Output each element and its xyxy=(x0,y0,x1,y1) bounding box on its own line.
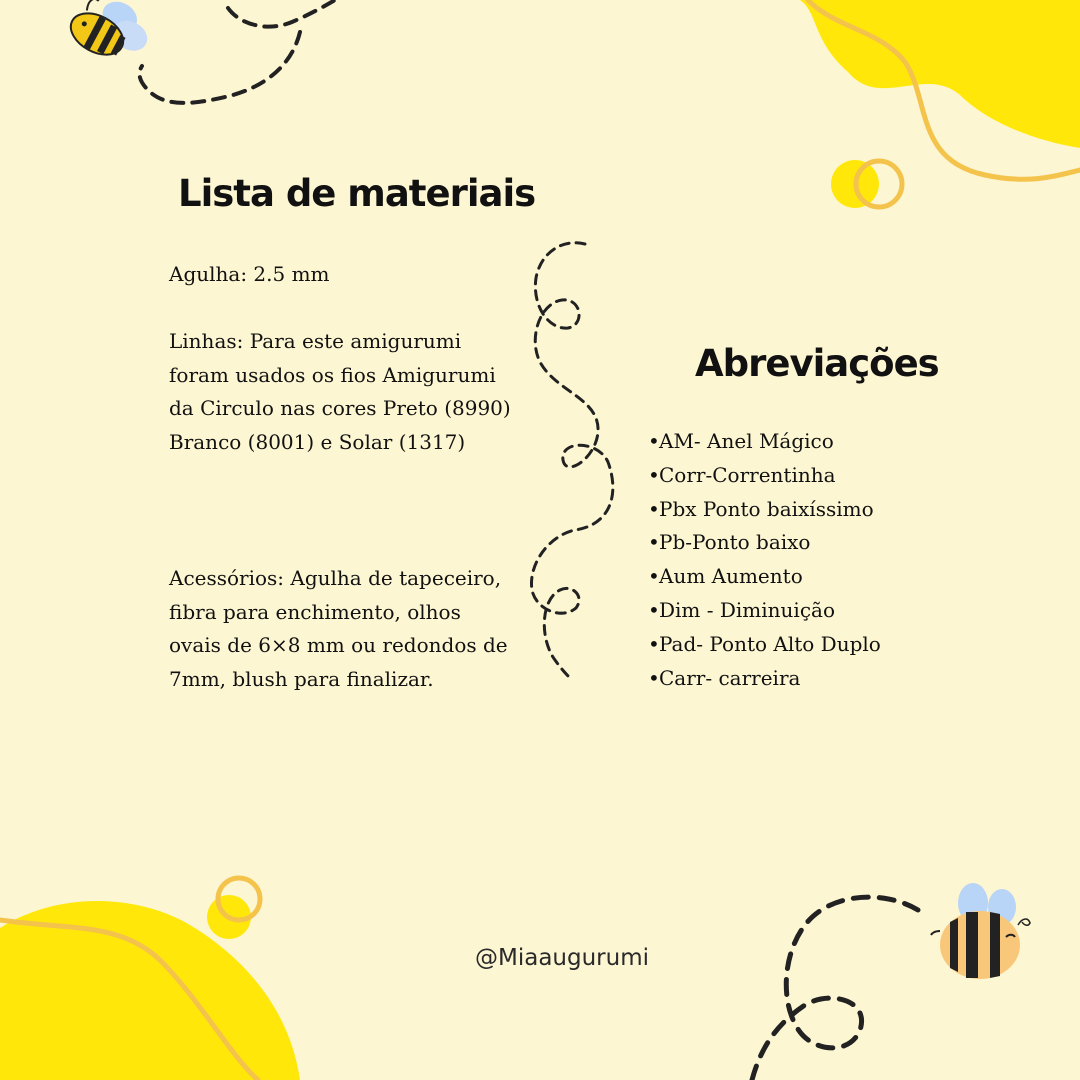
bullet-icon: • xyxy=(648,665,660,690)
abbreviation-text: Corr-Correntinha xyxy=(659,462,836,487)
abbreviation-text: Pb-Ponto baixo xyxy=(659,530,811,555)
abbreviation-text: Aum Aumento xyxy=(659,564,803,589)
bullet-icon: • xyxy=(648,462,660,487)
abbreviation-text: Dim - Diminuição xyxy=(659,597,835,622)
bullet-icon: • xyxy=(648,564,660,589)
list-item xyxy=(648,526,881,560)
dashed-spiral-divider xyxy=(531,243,612,680)
materials-title: Lista de materiais xyxy=(178,172,536,215)
accessories-text: Acessórios: Agulha de tapeceiro, fibra para enchimento, olhos ovais de 6×8 mm ou redondos de 7mm, blush para finalizar. xyxy=(169,566,508,691)
abbreviations-title: Abreviações xyxy=(695,342,939,385)
list-item xyxy=(648,459,881,493)
list-item xyxy=(648,493,881,527)
list-item xyxy=(648,662,881,696)
bullet-icon: • xyxy=(648,496,660,521)
social-handle: @Miaaugurumi xyxy=(474,945,649,971)
list-item xyxy=(648,560,881,594)
yellow-blob-shape xyxy=(0,901,300,1080)
abbreviation-text: AM- Anel Mágico xyxy=(659,429,834,453)
abbreviation-text: Pbx Ponto baixíssimo xyxy=(659,496,874,521)
list-item xyxy=(648,594,881,628)
bullet-icon: • xyxy=(648,597,660,622)
abbreviations-list xyxy=(648,425,881,695)
dashed-flight-path-icon xyxy=(228,0,335,27)
bullet-icon: • xyxy=(648,530,660,555)
list-item xyxy=(648,425,881,459)
needle-text: Agulha: 2.5 mm xyxy=(169,262,330,286)
abbreviation-text: Pad- Ponto Alto Duplo xyxy=(659,631,881,656)
threads-text: Linhas: Para este amigurumi foram usados os fios Amigurumi da Circulo nas cores Preto (8990) Branco (8001) e Solar (1317) xyxy=(169,329,511,454)
bullet-icon: • xyxy=(648,631,660,656)
list-item xyxy=(648,628,881,662)
bullet-icon: • xyxy=(648,429,660,453)
dashed-flight-path-icon xyxy=(140,32,300,103)
dashed-flight-path-icon xyxy=(752,897,918,1080)
bee-icon xyxy=(64,0,158,72)
abbreviation-text: Carr- carreira xyxy=(659,665,801,690)
